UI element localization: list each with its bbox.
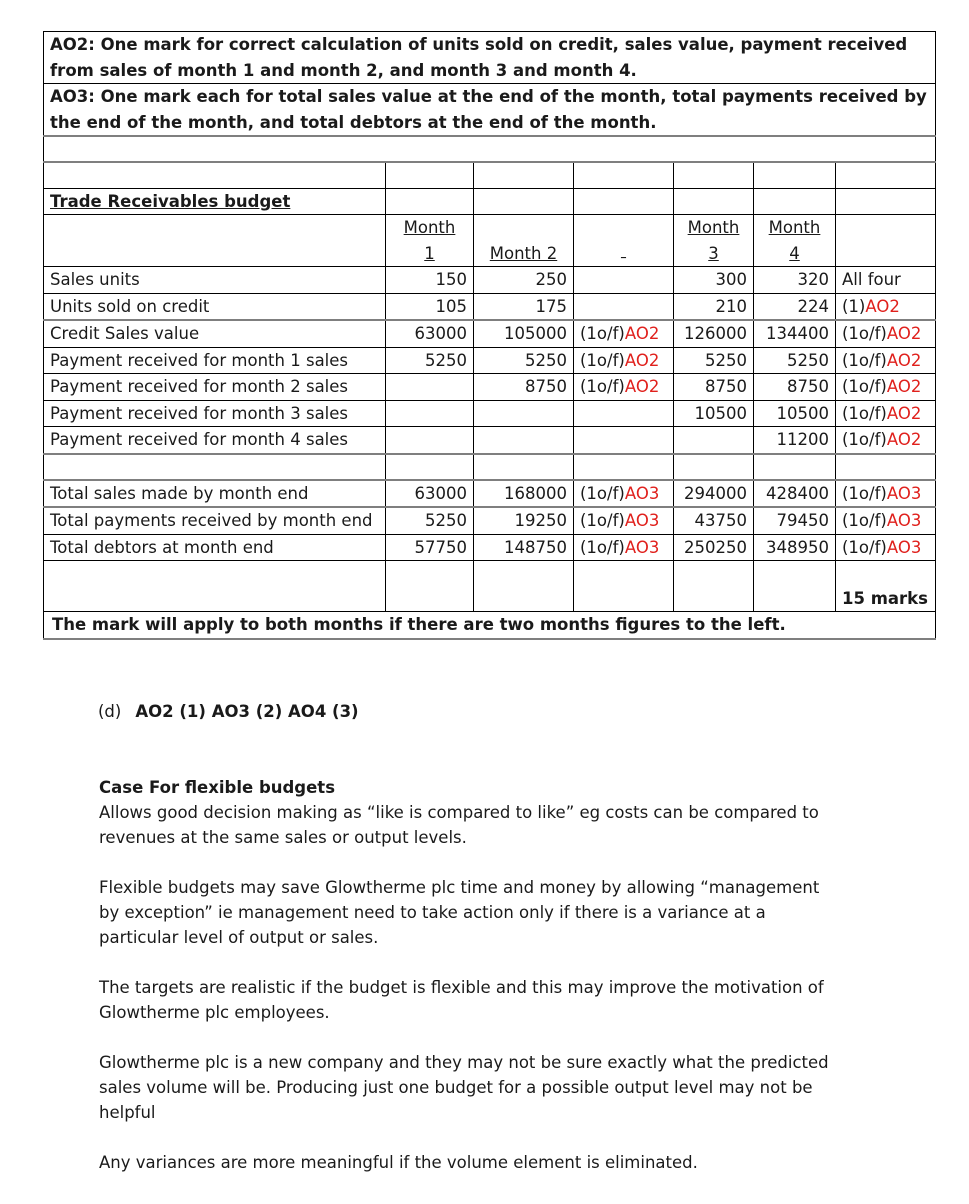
cell-month-2: 19250 bbox=[474, 507, 574, 534]
cell-month-2 bbox=[474, 400, 574, 427]
row-label: Payment received for month 1 sales bbox=[44, 347, 386, 374]
table-row bbox=[44, 427, 936, 454]
footer-note: The mark will apply to both months if there are two months figures to the left. bbox=[44, 612, 936, 639]
cell-month-4: 348950 bbox=[754, 534, 836, 561]
cell-month-4: 5250 bbox=[754, 347, 836, 374]
cell-mark: (1o/f)AO3 bbox=[574, 534, 674, 561]
cell-month-4: 224 bbox=[754, 293, 836, 320]
table-row bbox=[44, 293, 936, 320]
row-label: Payment received for month 4 sales bbox=[44, 427, 386, 454]
cell-month-2: 168000 bbox=[474, 480, 574, 508]
total-marks: 15 marks bbox=[836, 561, 936, 612]
case-paragraph: Any variances are more meaningful if the volume element is eliminated. bbox=[99, 1153, 698, 1172]
cell-mark-final: (1o/f)AO2 bbox=[836, 320, 936, 347]
part-d-heading bbox=[98, 699, 359, 724]
cell-month-1: 105 bbox=[386, 293, 474, 320]
cell-month-3: 8750 bbox=[674, 374, 754, 401]
cell-month-3: 250250 bbox=[674, 534, 754, 561]
row-label: Total debtors at month end bbox=[44, 534, 386, 561]
total-marks-row bbox=[44, 561, 936, 612]
cell-month-2: 250 bbox=[474, 267, 574, 294]
table-row bbox=[44, 374, 936, 401]
case-heading: Case For flexible budgets bbox=[99, 778, 336, 797]
header-month-2: Month 2 bbox=[474, 215, 574, 267]
header-month-4: Month 4 bbox=[754, 215, 836, 267]
cell-mark: (1o/f)AO3 bbox=[574, 507, 674, 534]
cell-month-4: 428400 bbox=[754, 480, 836, 508]
table-row bbox=[44, 267, 936, 294]
cell-month-1 bbox=[386, 400, 474, 427]
title-row bbox=[44, 188, 936, 215]
table-row bbox=[44, 507, 936, 534]
cell-mark: (1o/f)AO2 bbox=[574, 347, 674, 374]
row-label: Units sold on credit bbox=[44, 293, 386, 320]
spacer-row bbox=[44, 136, 936, 162]
table-row bbox=[44, 347, 936, 374]
cell-month-1: 63000 bbox=[386, 320, 474, 347]
cell-mark bbox=[574, 400, 674, 427]
ao2-marking-note: AO2: One mark for correct calculation of units sold on credit, sales value, payment received from sales of month 1 and month 2, and month 3 and month 4. bbox=[44, 32, 936, 84]
table-row bbox=[44, 534, 936, 561]
cell-month-4: 10500 bbox=[754, 400, 836, 427]
cell-month-1 bbox=[386, 374, 474, 401]
part-d-marks: AO2 (1) AO3 (2) AO4 (3) bbox=[135, 702, 359, 721]
cell-month-4: 134400 bbox=[754, 320, 836, 347]
cell-month-2: 105000 bbox=[474, 320, 574, 347]
cell-month-3: 126000 bbox=[674, 320, 754, 347]
ao3-note-row bbox=[44, 84, 936, 137]
cell-mark-final: (1o/f)AO2 bbox=[836, 347, 936, 374]
cell-month-2: 8750 bbox=[474, 374, 574, 401]
cell-mark: (1o/f)AO3 bbox=[574, 480, 674, 508]
cell-month-1: 5250 bbox=[386, 347, 474, 374]
row-label: Payment received for month 2 sales bbox=[44, 374, 386, 401]
cell-month-1: 63000 bbox=[386, 480, 474, 508]
cell-month-3: 210 bbox=[674, 293, 754, 320]
case-paragraph: Allows good decision making as “like is compared to like” eg costs can be compared to revenues at the same sales or output levels. bbox=[99, 803, 819, 847]
mark-scheme-sheet bbox=[43, 31, 934, 640]
cell-mark-final: (1o/f)AO3 bbox=[836, 480, 936, 508]
cell-month-3: 300 bbox=[674, 267, 754, 294]
cell-month-4: 320 bbox=[754, 267, 836, 294]
cell-month-3: 294000 bbox=[674, 480, 754, 508]
table-row bbox=[44, 400, 936, 427]
cell-month-4: 8750 bbox=[754, 374, 836, 401]
footer-note-row bbox=[44, 612, 936, 639]
cell-mark-final: (1)AO2 bbox=[836, 293, 936, 320]
cell-month-1 bbox=[386, 427, 474, 454]
cell-month-4: 11200 bbox=[754, 427, 836, 454]
cell-mark bbox=[574, 293, 674, 320]
cell-mark-final: (1o/f)AO2 bbox=[836, 374, 936, 401]
cell-month-1: 57750 bbox=[386, 534, 474, 561]
cell-month-3: 10500 bbox=[674, 400, 754, 427]
trade-receivables-table bbox=[43, 31, 936, 640]
cell-month-1: 150 bbox=[386, 267, 474, 294]
blank-row bbox=[44, 162, 936, 188]
cell-month-2: 175 bbox=[474, 293, 574, 320]
row-label: Total payments received by month end bbox=[44, 507, 386, 534]
cell-mark-final: (1o/f)AO3 bbox=[836, 534, 936, 561]
table-row bbox=[44, 320, 936, 347]
cell-mark: (1o/f)AO2 bbox=[574, 374, 674, 401]
ao2-note-row bbox=[44, 32, 936, 84]
cell-month-2: 148750 bbox=[474, 534, 574, 561]
table-title: Trade Receivables budget bbox=[44, 188, 386, 215]
row-label: Sales units bbox=[44, 267, 386, 294]
header-dash: _ bbox=[574, 215, 674, 267]
row-label: Payment received for month 3 sales bbox=[44, 400, 386, 427]
header-row bbox=[44, 215, 936, 267]
cell-month-2: 5250 bbox=[474, 347, 574, 374]
header-month-3: Month 3 bbox=[674, 215, 754, 267]
header-month-1: Month 1 bbox=[386, 215, 474, 267]
spacer-row bbox=[44, 454, 936, 480]
ao3-marking-note: AO3: One mark each for total sales value at the end of the month, total payments received by the end of the month, and total debtors at the end of the month. bbox=[44, 84, 936, 137]
row-label: Total sales made by month end bbox=[44, 480, 386, 508]
cell-month-1: 5250 bbox=[386, 507, 474, 534]
case-paragraph: Flexible budgets may save Glowtherme plc time and money by allowing “management by exception” ie management need to take action only if there is a variance at a particular level of output or sales. bbox=[99, 878, 820, 947]
part-d-label: (d) bbox=[98, 702, 122, 721]
cell-mark-final: (1o/f)AO3 bbox=[836, 507, 936, 534]
cell-mark bbox=[574, 267, 674, 294]
cell-mark-final: All four bbox=[836, 267, 936, 294]
case-paragraph: Glowtherme plc is a new company and they may not be sure exactly what the predicted sales volume will be. Producing just one budget for a possible output level may not be helpful bbox=[99, 1053, 829, 1122]
cell-mark-final: (1o/f)AO2 bbox=[836, 427, 936, 454]
cell-mark bbox=[574, 427, 674, 454]
cell-month-4: 79450 bbox=[754, 507, 836, 534]
case-section bbox=[99, 775, 859, 1175]
cell-mark: (1o/f)AO2 bbox=[574, 320, 674, 347]
cell-month-3: 43750 bbox=[674, 507, 754, 534]
cell-month-3: 5250 bbox=[674, 347, 754, 374]
cell-month-2 bbox=[474, 427, 574, 454]
table-row bbox=[44, 480, 936, 508]
cell-mark-final: (1o/f)AO2 bbox=[836, 400, 936, 427]
row-label: Credit Sales value bbox=[44, 320, 386, 347]
case-paragraph: The targets are realistic if the budget is flexible and this may improve the motivation of Glowtherme plc employees. bbox=[99, 978, 824, 1022]
cell-month-3 bbox=[674, 427, 754, 454]
